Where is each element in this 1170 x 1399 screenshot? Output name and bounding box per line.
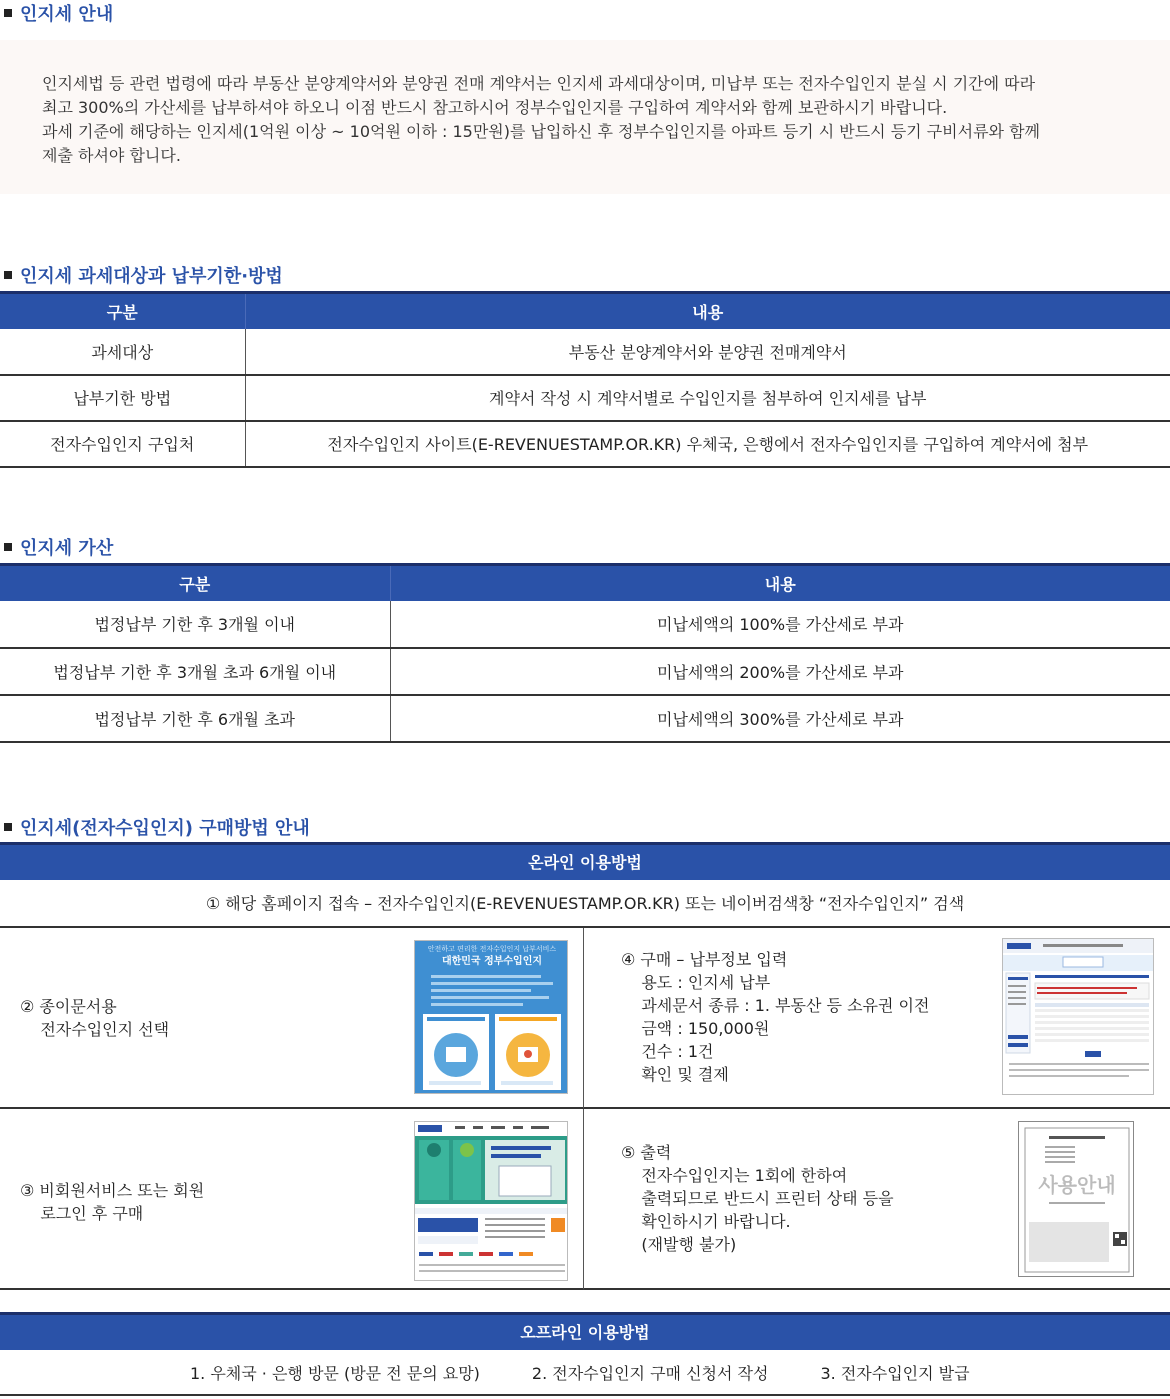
table-header: 구분 [0, 293, 245, 329]
table-row [0, 648, 1170, 695]
section-title-purchase-guide [4, 814, 310, 840]
square-bullet-icon [4, 543, 12, 551]
notice-line: 인지세법 등 관련 법령에 따라 부동산 분양계약서와 분양권 전매 계약서는 인지세 과세대상이며, 미납부 또는 전자수입인지 분실 시 기간에 따라 [42, 74, 1036, 93]
step-3-text: ③ 비회원서비스 또는 회원 로그인 후 구매 [20, 1181, 205, 1223]
step-5-cell [584, 1109, 1170, 1290]
table-cell: 납부기한 방법 [0, 375, 245, 421]
table-cell: 전자수입인지 사이트(E-REVENUESTAMP.OR.KR) 우체국, 은행에서 전자수입인지를 구입하여 계약서에 첨부 [245, 421, 1170, 467]
step-1-text: ① 해당 홈페이지 접속 – 전자수입인지(E-REVENUESTAMP.OR.KR) 또는 네이버검색창 “전자수입인지” 검색 [0, 880, 1170, 928]
table-row [0, 329, 1170, 375]
table-row [0, 375, 1170, 421]
table-cell: 과세대상 [0, 329, 245, 375]
printed-stamp-screenshot [1018, 1121, 1134, 1277]
thumb-subtitle: 안전하고 편리한 전자수입인지 납부서비스 [427, 945, 557, 953]
table-row [0, 695, 1170, 742]
notice-line: 제출 하셔야 합니다. [42, 146, 181, 165]
table-cell: 법정납부 기한 후 3개월 초과 6개월 이내 [0, 648, 390, 695]
section-title-text: 인지세 가산 [20, 538, 114, 559]
section-title-penalty [4, 534, 113, 560]
online-method-panel [0, 842, 1170, 1290]
section-title-text: 인지세(전자수입인지) 구매방법 안내 [20, 818, 310, 839]
table-cell: 전자수입인지 구입처 [0, 421, 245, 467]
section-title-taxation [4, 262, 283, 288]
step-4-text: ④ 구매 – 납부정보 입력 용도 : 인지세 납부 과세문서 종류 : 1. 부동산 등 소유권 이전 금액 : 150,000원 건수 : 1건 확인 및 결제 [621, 950, 930, 1084]
table-cell: 미납세액의 300%를 가산세로 부과 [390, 695, 1170, 742]
table-cell: 부동산 분양계약서와 분양권 전매계약서 [245, 329, 1170, 375]
offline-header: 오프라인 이용방법 [0, 1312, 1170, 1350]
table-cell: 미납세액의 200%를 가산세로 부과 [390, 648, 1170, 695]
table-cell: 법정납부 기한 후 3개월 이내 [0, 601, 390, 648]
step-4-cell [584, 928, 1170, 1109]
square-bullet-icon [4, 271, 12, 279]
table-header: 내용 [245, 293, 1170, 329]
step-3-cell [0, 1109, 584, 1290]
table-row [0, 601, 1170, 648]
section-title-text: 인지세 안내 [20, 4, 114, 25]
notice-box [0, 40, 1170, 194]
table-header: 내용 [390, 565, 1170, 601]
square-bullet-icon [4, 823, 12, 831]
login-page-screenshot [414, 1121, 568, 1281]
section-title-stamp-tax-guide [4, 0, 113, 26]
sample-watermark: 사용안내 [1038, 1173, 1116, 1197]
section-title-text: 인지세 과세대상과 납부기한·방법 [20, 266, 283, 287]
penalty-table [0, 563, 1170, 743]
taxation-table [0, 291, 1170, 468]
step-2-text: ② 종이문서용 전자수입인지 선택 [20, 997, 170, 1039]
offline-steps [0, 1350, 1170, 1396]
offline-step-3: 3. 전자수입인지 발급 [820, 1363, 970, 1383]
purchase-form-screenshot [1002, 938, 1154, 1095]
step-5-text: ⑤ 출력 전자수입인지는 1회에 한하여 출력되므로 반드시 프린터 상태 등을 확인하시기 바랍니다. (재발행 불가) [621, 1143, 894, 1254]
offline-step-2: 2. 전자수입인지 구매 신청서 작성 [531, 1363, 769, 1383]
table-row [0, 421, 1170, 467]
offline-step-1: 1. 우체국 · 은행 방문 (방문 전 문의 요망) [190, 1363, 480, 1383]
paper-stamp-screenshot [414, 940, 568, 1094]
table-cell: 미납세액의 100%를 가산세로 부과 [390, 601, 1170, 648]
thumb-title: 대한민국 정부수입인지 [441, 956, 543, 967]
table-cell: 법정납부 기한 후 6개월 초과 [0, 695, 390, 742]
notice-line: 최고 300%의 가산세를 납부하셔야 하오니 이점 반드시 참고하시어 정부수입인지를 구입하여 계약서와 함께 보관하시기 바랍니다. [42, 98, 948, 117]
step-2-cell [0, 928, 584, 1109]
offline-method-panel [0, 1312, 1170, 1396]
square-bullet-icon [4, 9, 12, 17]
table-header: 구분 [0, 565, 390, 601]
notice-line: 과세 기준에 해당하는 인지세(1억원 이상 ~ 10억원 이하 : 15만원)를 납입하신 후 정부수입인지를 아파트 등기 시 반드시 등기 구비서류와 함께 [42, 122, 1040, 141]
online-header: 온라인 이용방법 [0, 842, 1170, 880]
table-cell: 계약서 작성 시 계약서별로 수입인지를 첨부하여 인지세를 납부 [245, 375, 1170, 421]
